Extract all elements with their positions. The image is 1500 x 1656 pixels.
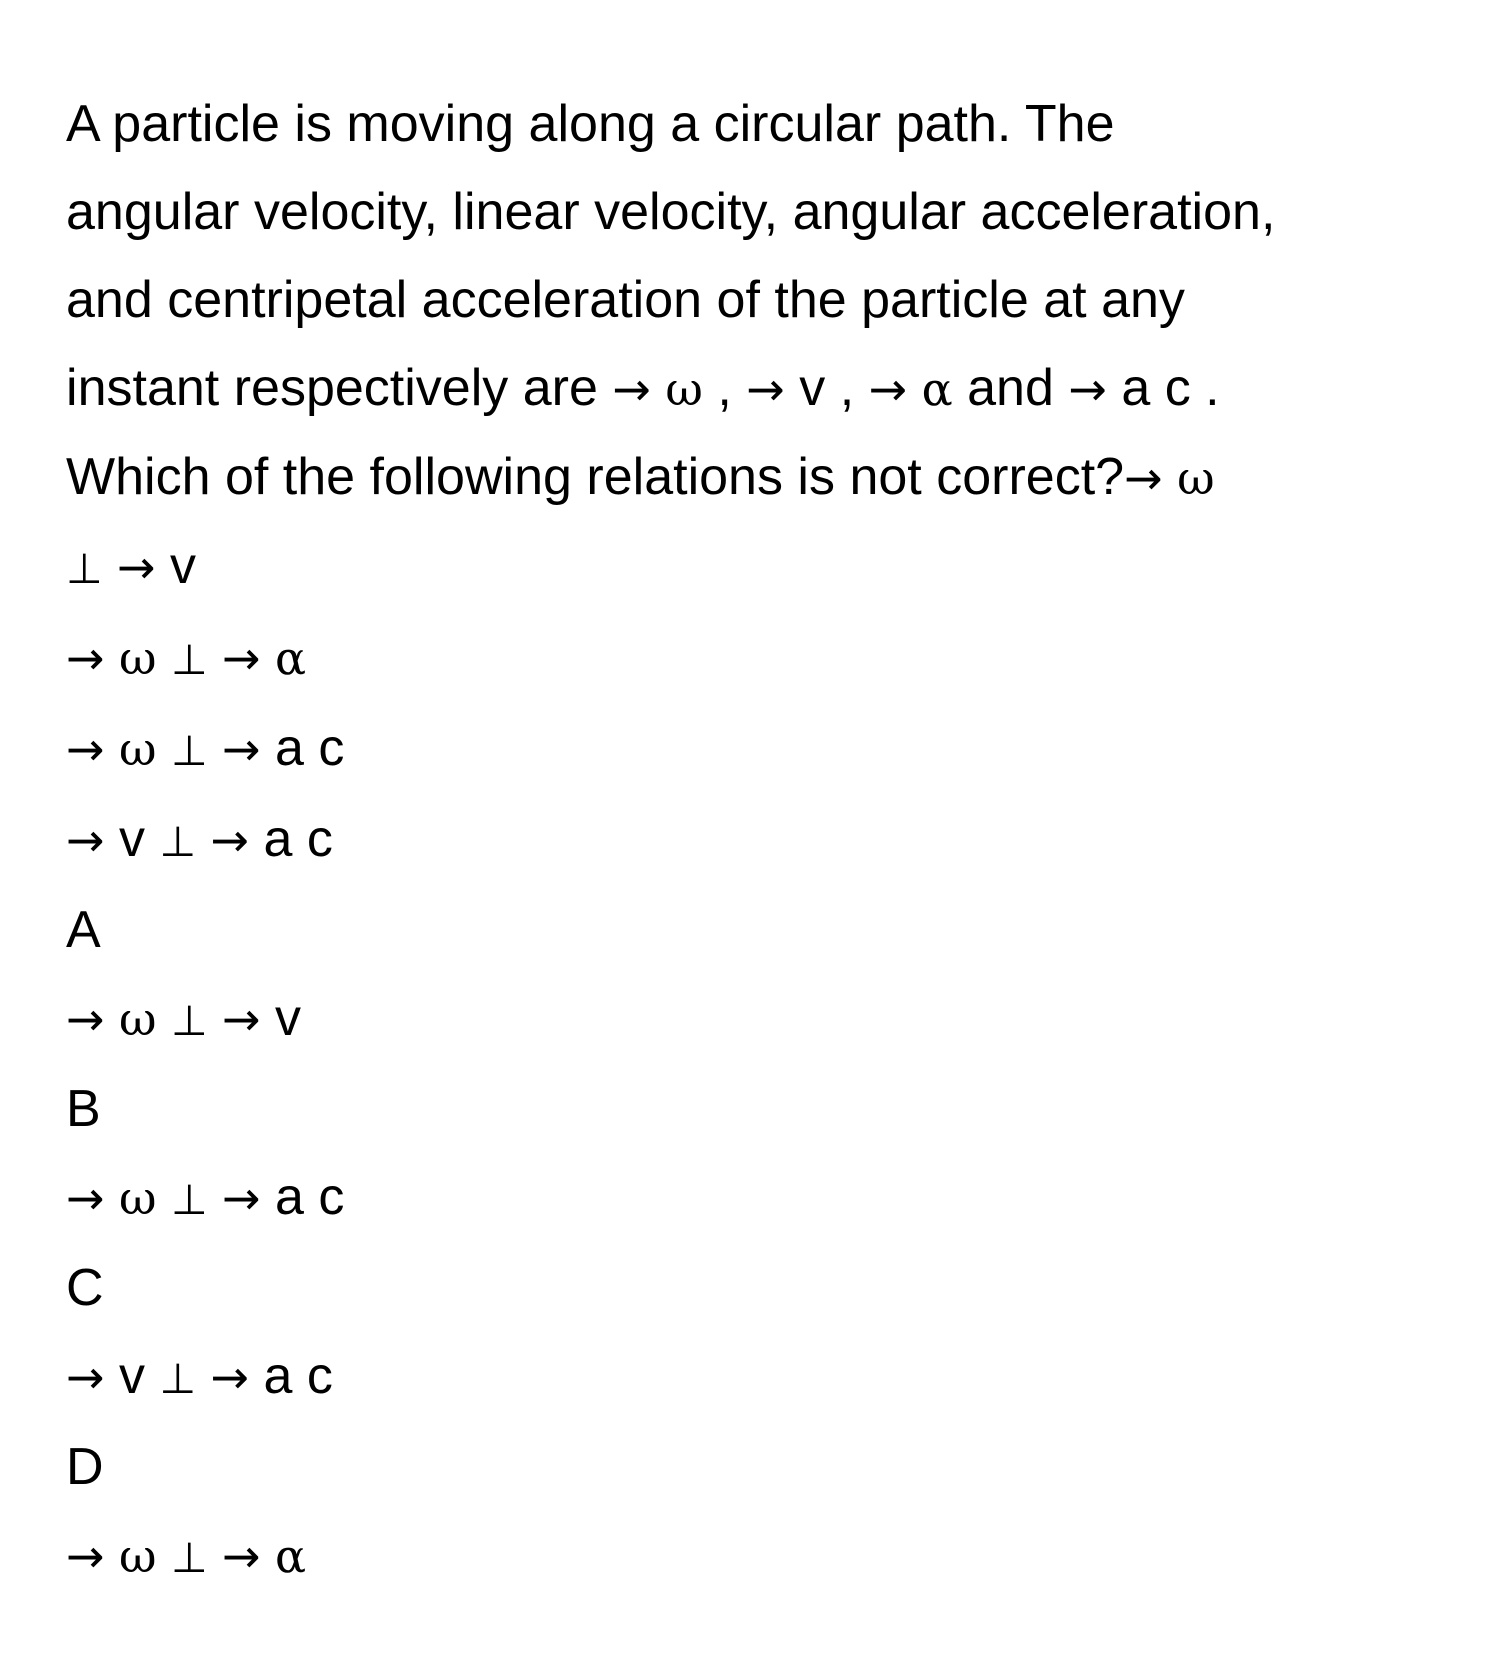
question-line: instant respectively are → ω , → v , → α and → a c . [66, 359, 1220, 417]
option-b-letter[interactable]: B [66, 1080, 101, 1138]
question-line: Which of the following relations is not correct?→ ω [66, 448, 1215, 506]
option-d-letter[interactable]: D [66, 1438, 104, 1496]
inline-option-1: → ω ⊥ → α [66, 631, 307, 685]
option-b-text[interactable]: → ω ⊥ → a c [66, 1168, 345, 1226]
question-line: A particle is moving along a circular path. The [66, 95, 1115, 153]
option-c-text[interactable]: → v ⊥ → a c [66, 1347, 333, 1405]
inline-option-2: → ω ⊥ → a c [66, 719, 345, 777]
question-line: and centripetal acceleration of the particle at any [66, 271, 1185, 329]
question-line: angular velocity, linear velocity, angular acceleration, [66, 183, 1276, 241]
inline-option-3: → v ⊥ → a c [66, 810, 333, 868]
question-line: ⊥ → v [66, 537, 197, 595]
option-c-letter[interactable]: C [66, 1259, 104, 1317]
option-d-text[interactable]: → ω ⊥ → α [66, 1529, 307, 1583]
question-text [66, 80, 1456, 613]
option-a-text[interactable]: → ω ⊥ → v [66, 989, 302, 1047]
question-document [66, 80, 1456, 1602]
option-a-letter[interactable]: A [66, 901, 101, 959]
